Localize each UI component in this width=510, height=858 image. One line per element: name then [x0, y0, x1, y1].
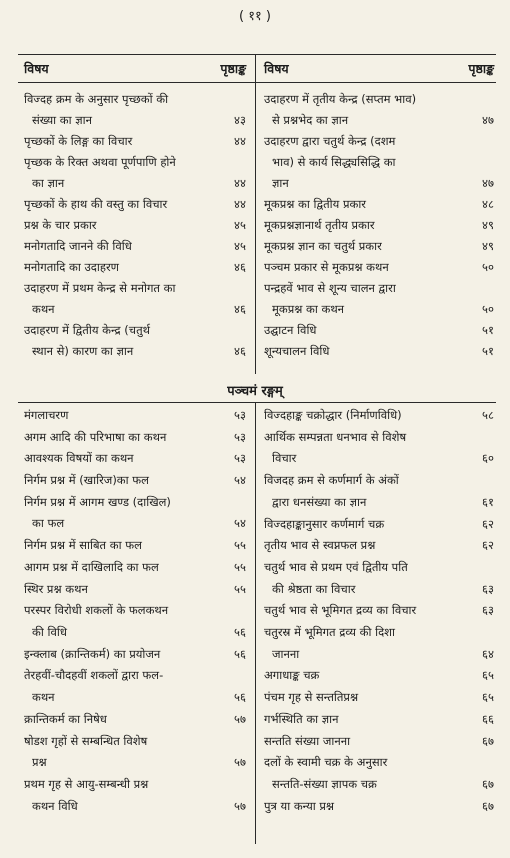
toc-entry-title: का ज्ञान — [32, 176, 65, 190]
toc-entry-title: पृच्छकों के लिङ्ग का विचार — [24, 134, 133, 148]
toc-entry-title: पन्द्रहवें भाव से शून्य चालन द्वारा — [264, 281, 396, 295]
toc-entry-title: कथन — [32, 690, 55, 705]
toc-entry-title: मूकप्रश्नज्ञानार्थ तृतीय प्रकार — [264, 218, 375, 232]
toc-entry-title: अगम आदि की परिभाषा का कथन — [24, 429, 167, 444]
toc-entry-page: ४५ — [234, 218, 246, 232]
toc-entry-title: दलों के स्वामी चक्र के अनुसार — [264, 755, 388, 770]
toc-entry-title: आवश्यक विषयों का कथन — [24, 451, 134, 466]
toc-entry-page: ६० — [482, 451, 494, 466]
toc-entry-title: विजदह क्रम से कर्णमार्ग के अंकों — [264, 473, 399, 488]
toc-entry-title: उदाहरण में द्वितीय केन्द्र (चतुर्थ — [24, 323, 150, 337]
toc-entry-page: ५७ — [234, 711, 246, 726]
toc-entry-title: विज्दहाङ्कानुसार कर्णमार्ग चक्र — [264, 516, 385, 531]
toc-entry-title: द्वारा धनसंख्या का ज्ञान — [272, 494, 367, 509]
toc-entry-title: निर्गम प्रश्न में (खारिज)का फल — [24, 473, 149, 488]
toc-entry-title: पृच्छक के रिक्त अथवा पूर्णपाणि होने — [24, 155, 176, 169]
toc-entry-title: स्थान से) कारण का ज्ञान — [32, 344, 134, 358]
header-top-rule — [18, 54, 496, 55]
toc-entry-title: उदाहरण में प्रथम केन्द्र से मनोगत का — [24, 281, 176, 295]
toc-entry-page: ५३ — [234, 451, 246, 466]
toc-entry-title: मंगलाचरण — [24, 408, 69, 422]
toc-entry-title: तृतीय भाव से स्वप्नफल प्रश्न — [264, 538, 376, 553]
toc-entry-title: चतुरस्र में भूमिगत द्रव्य की दिशा — [264, 625, 395, 639]
toc-entry-page: ५७ — [234, 798, 246, 813]
toc-entry-page: ६३ — [482, 603, 494, 618]
toc-entry-title: प्रथम गृह से आयु-सम्बन्धी प्रश्न — [24, 776, 149, 791]
bottom-column-divider — [255, 402, 256, 844]
toc-entry-title: चतुर्थ भाव से प्रथम एवं द्वितीय पति — [264, 559, 408, 574]
toc-entry-title: पृच्छकों के हाथ की वस्तु का विचार — [24, 197, 168, 211]
toc-entry-title: भाव) से कार्य सिद्ध्यसिद्धि का — [272, 155, 396, 169]
section-rule — [18, 402, 496, 403]
toc-entry-title: आर्थिक सम्पन्नता धनभाव से विशेष — [264, 429, 407, 444]
toc-entry-title: प्रश्न — [32, 755, 47, 770]
toc-entry-page: ६४ — [482, 646, 494, 661]
toc-entry-title: पञ्चम प्रकार से मूकप्रश्न कथन — [264, 260, 389, 274]
toc-entry-page: ४६ — [234, 302, 246, 316]
toc-entry-title: उदाहरण द्वारा चतुर्थ केन्द्र (दशम — [264, 134, 396, 148]
toc-entry-title: की श्रेष्ठता का विचार — [272, 581, 356, 596]
toc-entry-title: तेरहवीं-चौदहवीं शकलों द्वारा फल- — [24, 668, 164, 683]
toc-entry-title: शून्यचालन विधि — [264, 344, 330, 358]
toc-entry-title: मनोगतादि जानने की विधि — [24, 239, 132, 253]
toc-entry-page: ४४ — [234, 134, 246, 148]
toc-entry-title: परस्पर विरोधी शकलों के फलकथन — [24, 603, 169, 618]
toc-entry-page: ५५ — [234, 581, 246, 596]
toc-entry-page: ५५ — [234, 559, 246, 574]
toc-entry-page: ६२ — [482, 538, 494, 553]
toc-entry-title: षोडश गृहों से सम्बन्धित विशेष — [24, 733, 148, 748]
toc-entry-title: की विधि — [32, 624, 67, 639]
header-page-label: पृष्ठाङ्क — [220, 61, 246, 76]
toc-entry-page: ४५ — [234, 239, 246, 253]
toc-entry-page: ५८ — [482, 408, 494, 422]
toc-entry-page: ४४ — [234, 176, 246, 190]
toc-entry-page: ४७ — [482, 113, 494, 127]
header-subject-label: विषय — [24, 61, 49, 76]
toc-entry-title: कथन — [32, 302, 55, 316]
header-subject-label: विषय — [264, 61, 289, 76]
toc-entry-page: ६७ — [482, 798, 494, 813]
toc-entry-page: ६७ — [482, 733, 494, 748]
toc-entry-page: ४८ — [482, 197, 494, 211]
toc-entry-title: विचार — [272, 451, 297, 466]
toc-entry-title: से प्रश्नभेद का ज्ञान — [272, 113, 349, 127]
toc-entry-title: का फल — [32, 516, 65, 531]
toc-entry-page: ४६ — [234, 260, 246, 274]
toc-entry-page: ४७ — [482, 176, 494, 190]
toc-entry-title: आगम प्रश्न में दाखिलादि का फल — [24, 559, 159, 574]
toc-entry-page: ४३ — [234, 113, 246, 127]
toc-entry-page: ५६ — [234, 646, 246, 661]
page-number: ( ११ ) — [239, 9, 271, 24]
top-column-divider — [255, 54, 256, 374]
toc-entry-page: ६५ — [482, 690, 494, 705]
toc-entry-page: ५१ — [482, 344, 494, 358]
toc-entry-page: ६६ — [482, 711, 494, 726]
toc-entry-title: मूकप्रश्न ज्ञान का चतुर्थ प्रकार — [264, 239, 382, 253]
toc-entry-title: निर्गम प्रश्न में साबित का फल — [24, 538, 142, 553]
toc-entry-page: ४९ — [482, 239, 494, 253]
toc-entry-title: स्थिर प्रश्न कथन — [24, 581, 88, 596]
toc-entry-title: मूकप्रश्न का द्वितीय प्रकार — [264, 197, 367, 211]
toc-entry-title: ज्ञान — [272, 176, 289, 190]
toc-entry-title: क्रान्तिकर्म का निषेध — [24, 711, 107, 726]
toc-entry-page: ५३ — [234, 429, 246, 444]
toc-entry-title: मूकप्रश्न का कथन — [272, 302, 345, 316]
toc-entry-title: उदाहरण में तृतीय केन्द्र (सप्तम भाव) — [264, 92, 417, 106]
toc-entry-page: ५० — [482, 260, 494, 274]
toc-entry-title: सन्तति-संख्या ज्ञापक चक्र — [272, 776, 377, 791]
toc-entry-page: ६५ — [482, 668, 494, 683]
toc-entry-page: ५४ — [234, 516, 246, 531]
toc-entry-page: ५७ — [234, 755, 246, 770]
toc-entry-page: ६१ — [482, 494, 494, 509]
toc-entry-title: मनोगतादि का उदाहरण — [24, 260, 119, 274]
toc-entry-page: ५० — [482, 302, 494, 316]
section-title: पञ्चमं रङ्गम् — [227, 384, 283, 399]
toc-entry-page: ४४ — [234, 197, 246, 211]
toc-entry-title: इन्क्लाब (क्रान्तिकर्म) का प्रयोजन — [24, 646, 161, 661]
toc-entry-title: पंचम गृह से सन्ततिप्रश्न — [264, 690, 359, 705]
toc-entry-page: ६७ — [482, 776, 494, 791]
toc-entry-page: ४९ — [482, 218, 494, 232]
toc-entry-title: सन्तति संख्या जानना — [264, 733, 351, 748]
toc-entry-title: कथन विधि — [32, 798, 78, 813]
toc-entry-title: प्रश्न के चार प्रकार — [24, 218, 97, 232]
toc-entry-page: ६३ — [482, 581, 494, 596]
toc-entry-title: उद्घाटन विधि — [264, 323, 317, 337]
toc-entry-title: पुत्र या कन्या प्रश्न — [264, 798, 335, 813]
toc-entry-page: ५६ — [234, 690, 246, 705]
toc-entry-title: विज्दह क्रम के अनुसार पृच्छकों की — [24, 92, 169, 106]
toc-entry-page: ५३ — [234, 408, 246, 422]
toc-entry-page: ६२ — [482, 516, 494, 531]
toc-entry-title: संख्या का ज्ञान — [32, 113, 93, 127]
header-page-label: पृष्ठाङ्क — [468, 61, 494, 76]
toc-entry-title: विज्दहाङ्क चक्रोद्धार (निर्माणविधि) — [264, 408, 402, 422]
toc-entry-title: गर्भस्थिति का ज्ञान — [264, 711, 339, 726]
toc-entry-page: ५५ — [234, 538, 246, 553]
header-bottom-rule — [18, 82, 496, 83]
toc-entry-title: अगाधाङ्क चक्र — [264, 668, 320, 683]
toc-entry-title: जानना — [272, 646, 300, 661]
toc-entry-page: ४६ — [234, 344, 246, 358]
toc-entry-title: निर्गम प्रश्न में आगम खण्ड (दाखिल) — [24, 494, 171, 509]
toc-entry-title: चतुर्थ भाव से भूमिगत द्रव्य का विचार — [264, 603, 417, 618]
toc-entry-page: ५६ — [234, 624, 246, 639]
toc-entry-page: ५१ — [482, 323, 494, 337]
toc-entry-page: ५४ — [234, 473, 246, 488]
